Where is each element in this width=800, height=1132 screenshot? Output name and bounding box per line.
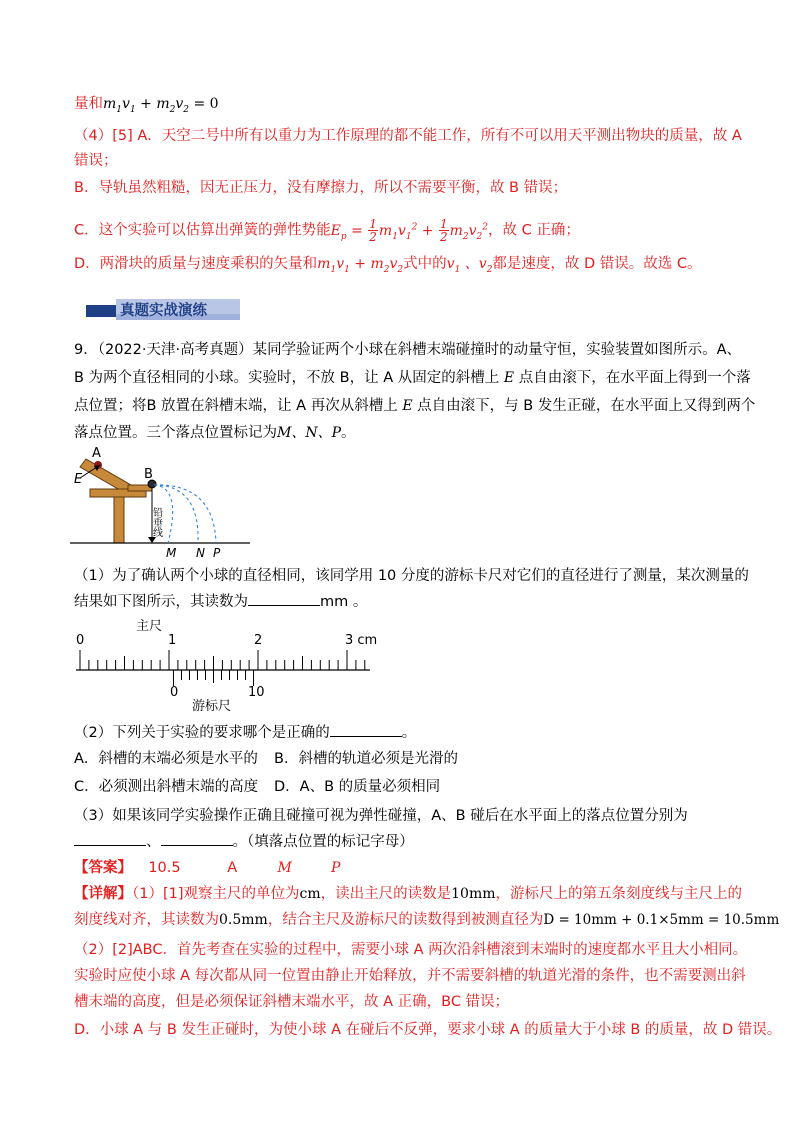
label-a: A — [92, 446, 101, 461]
option-d: D．A、B 的质量必须相同 — [274, 779, 441, 795]
label-plumb-line: 铅垂线 — [150, 507, 162, 537]
answer-value-3: M — [277, 860, 292, 876]
trajectory-p — [154, 485, 216, 543]
answer-value-4: P — [331, 860, 341, 876]
label-p: P — [213, 546, 221, 560]
elastic-energy-formula: $E_p$ = $\frac{1}{2}$ $m_1v_1^2$ + $\frac{1}{2}$ $m_2v_2^2$ — [330, 217, 488, 245]
option-b: B．斜槽的轨道必须是光滑的 — [274, 751, 458, 767]
main-scale — [80, 650, 365, 670]
option-c: C．必须测出斜槽末端的高度 — [74, 779, 259, 795]
part3-line-1: （3）如果该同学实验操作正确且碰撞可视为弹性碰撞，A、B 碰后在水平面上的落点位置分别为 — [74, 808, 688, 824]
part1-line-1: （1）为了确认两个小球的直径相同，该同学用 10 分度的游标卡尺对它们的直径进行了测量，某次测量的 — [74, 568, 749, 584]
main-scale-label: 主尺 — [136, 619, 163, 634]
main-tick-0: 0 — [76, 633, 85, 648]
answer-value-2: A — [227, 860, 238, 876]
main-tick-3: 3 cm — [345, 633, 378, 648]
vernier-scale — [173, 670, 253, 686]
options-row-2 — [74, 777, 740, 797]
prev-answer-item4-c: C．这个实验可以估算出弹簧的弹性势能$E_p$ = $\frac{1}{2}$ $m_1v_1^2$ + $\frac{1}{2}$ $m_2v_2^2$，故 C 正确； — [74, 217, 580, 245]
option-a: A．斜槽的末端必须是水平的 — [74, 751, 258, 767]
vernier-tick-10: 10 — [248, 685, 265, 700]
banner-graphic — [86, 296, 242, 322]
detail-line-6: D．小球 A 与 B 发生正碰时，为使小球 A 在碰后不反弹，要求小球 A 的质量大于小球 B 的质量，故 D 错误。 — [74, 1022, 782, 1038]
prev-answer-item4-b: B．导轨虽然粗糙，因无正压力，没有摩擦力，所以不需要平衡，故 B 错误； — [74, 180, 568, 196]
part3-line-2: 、 。（填落点位置的标记字母） — [74, 831, 740, 852]
main-tick-2: 2 — [254, 633, 263, 648]
vernier-caliper-figure — [70, 614, 390, 714]
answer-label: 【答案】 — [74, 860, 132, 876]
apparatus-figure — [70, 445, 260, 560]
detail-line-3: （2）[2]ABC．首先考查在实验的过程中，需要小球 A 两次沿斜槽滚到末端时的速度都水平且大小相同。 — [74, 942, 748, 958]
detail-line-1: 【详解】（1）[1]观察主尺的单位为cm，读出主尺的读数是10mm，游标尺上的第五条刻度线与主尺上的 — [74, 886, 743, 902]
label-n: N — [196, 546, 205, 560]
vernier-scale-label: 游标尺 — [192, 699, 232, 714]
prev-answer-item4-d: D．两滑块的质量与速度乘积的矢量和$m_1v_1 + m_2v_2$式中的$v_1$ 、$v_2$都是速度，故 D 错误。故选 C。 — [74, 256, 702, 275]
main-tick-1: 1 — [168, 633, 177, 648]
label-m: M — [166, 546, 177, 560]
prev-answer-line-1: 量和$m_1v_1 + m_2v_2 = 0$ — [74, 96, 219, 115]
banner-title: 真题实战演练 — [120, 303, 207, 319]
answer-blank-3[interactable] — [74, 831, 146, 846]
question-stem-4: 落点位置。三个落点位置标记为M、N、P。 — [74, 425, 356, 441]
part1-line-2: 结果如下图所示，其读数为 mm 。 — [74, 591, 740, 612]
question-stem-2: B 为两个直径相同的小球。实验时，不放 B，让 A 从固定的斜槽上 E 点自由滚下，在水平面上得到一个落 — [74, 370, 751, 386]
detail-line-5: 槽末端的高度，但是必须保证斜槽末端水平，故 A 正确，BC 错误； — [74, 994, 510, 1010]
plumb-bob — [148, 537, 156, 543]
label-b: B — [144, 467, 153, 482]
prev-answer-item4-a: （4）[5] A．天空二号中所有以重力为工作原理的都不能工作，所有不可以用天平测出物块的质量，故 A — [74, 128, 742, 144]
answer-blank-1[interactable] — [248, 591, 320, 606]
label-e: E — [74, 472, 83, 487]
question-stem-3: 点位置；将B 放置在斜槽末端，让 A 再次从斜槽上 E 点自由滚下，与 B 发生正碰，在水平面上又得到两个 — [74, 398, 756, 414]
answer-blank-2[interactable] — [330, 722, 402, 737]
table-leg — [114, 497, 124, 543]
momentum-sum-formula: $m_1v_1 + m_2v_2 = 0$ — [103, 96, 219, 115]
section-banner — [86, 296, 242, 322]
vernier-tick-0: 0 — [170, 685, 179, 700]
options-row-1 — [74, 749, 740, 769]
question-stem-1: 9．（2022·天津·高考真题）某同学验证两个小球在斜槽末端碰撞时的动量守恒，实验装置如图所示。A、 — [74, 342, 742, 358]
prev-answer-item4-a-cont: 错误； — [74, 153, 118, 169]
answer-line — [74, 858, 740, 878]
part2-question: （2）下列关于实验的要求哪个是正确的 。 — [74, 722, 740, 743]
answer-blank-4[interactable] — [161, 831, 233, 846]
detail-line-4: 实验时应使小球 A 每次都从同一位置由静止开始释放，并不需要斜槽的轨道光滑的条件，也不需要测出斜 — [74, 968, 746, 984]
diameter-formula: D = 10mm + 0.1×5mm = 10.5mm — [543, 912, 780, 928]
detail-label: 【详解】 — [74, 886, 132, 902]
answer-value-1: 10.5 — [148, 860, 181, 876]
detail-line-2: 刻度线对齐，其读数为0.5mm，结合主尺及游标尺的读数得到被测直径为D = 10mm + 0.1×5mm = 10.5mm — [74, 912, 780, 928]
